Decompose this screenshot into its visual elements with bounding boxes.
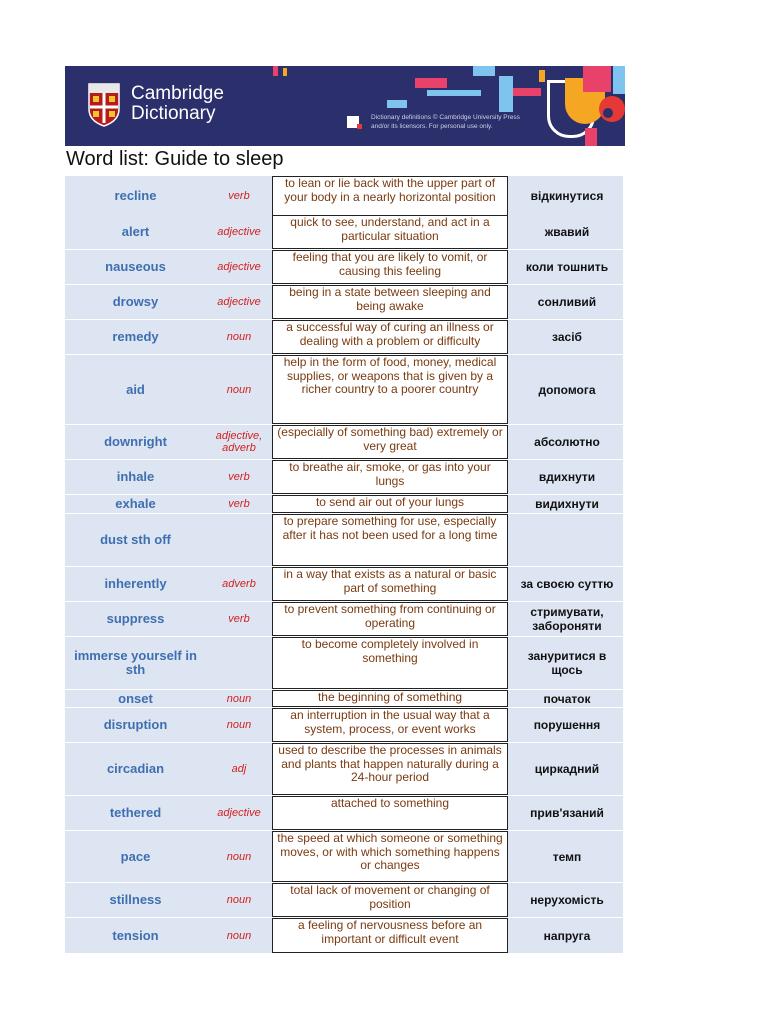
word-cell: pace xyxy=(120,848,151,864)
translation-cell: нерухомість xyxy=(530,893,604,907)
translation-cell: відкинутися xyxy=(530,189,604,203)
translation-cell: порушення xyxy=(533,718,601,732)
decor-shape xyxy=(499,76,513,112)
word-cell: downright xyxy=(104,434,167,449)
table-row xyxy=(65,285,623,319)
translation-cell: допомога xyxy=(538,382,596,397)
part-of-speech-cell: noun xyxy=(226,692,252,705)
word-cell: dust sth off xyxy=(100,532,171,547)
word-cell: remedy xyxy=(112,329,159,344)
part-of-speech-cell: verb xyxy=(228,190,250,202)
word-cell: alert xyxy=(121,224,150,239)
word-cell: tethered xyxy=(109,805,162,820)
definition-cell: help in the form of food, money, medical supplies, or weapons that is given by a richer country to a poorer country xyxy=(272,355,508,424)
table-row xyxy=(65,637,623,689)
translation-cell: за своєю суттю xyxy=(520,577,614,591)
part-of-speech-cell: verb xyxy=(228,471,250,483)
table-row xyxy=(65,743,623,795)
word-cell: stillness xyxy=(109,892,162,907)
decor-shape xyxy=(357,124,362,129)
decor-shape xyxy=(583,66,611,92)
word-cell: disruption xyxy=(103,717,168,732)
definition-cell: in a way that exists as a natural or basic part of something xyxy=(272,567,508,601)
translation-cell: стримувати, забороняти xyxy=(530,605,604,633)
table-row xyxy=(65,708,623,742)
copyright-line-2: and/or its licensors. For personal use only. xyxy=(371,122,493,130)
definition-cell: quick to see, understand, and act in a particular situation xyxy=(272,215,508,249)
translation-cell: коли тошнить xyxy=(525,260,609,274)
header-banner xyxy=(65,66,625,146)
translation-cell: сонливий xyxy=(537,295,597,309)
definition-cell: an interruption in the usual way that a system, process, or event works xyxy=(272,708,508,742)
word-cell: suppress xyxy=(106,611,165,626)
part-of-speech-cell: noun xyxy=(226,894,252,906)
definition-cell: to become completely involved in something xyxy=(272,637,508,689)
definition-cell: being in a state between sleeping and being awake xyxy=(272,285,508,319)
decor-shape xyxy=(387,100,407,108)
word-cell: tension xyxy=(112,927,159,943)
word-cell: circadian xyxy=(106,761,165,776)
definition-cell: to lean or lie back with the upper part of your body in a nearly horizontal position xyxy=(272,176,508,216)
table-row xyxy=(65,796,623,830)
part-of-speech-cell: noun xyxy=(226,929,252,942)
part-of-speech-cell: verb xyxy=(228,498,250,510)
definition-cell: feeling that you are likely to vomit, or causing this feeling xyxy=(272,250,508,284)
translation-cell: вдихнути xyxy=(538,470,596,484)
table-row xyxy=(65,176,623,216)
table-row xyxy=(65,831,623,882)
table-row xyxy=(65,215,623,249)
table-row xyxy=(65,918,623,953)
decor-shape xyxy=(539,70,545,82)
decor-shape xyxy=(513,88,541,96)
part-of-speech-cell: noun xyxy=(226,383,252,396)
part-of-speech-cell: noun xyxy=(226,719,252,731)
definition-cell: to send air out of your lungs xyxy=(272,495,508,513)
brand-name xyxy=(131,84,224,124)
word-cell: exhale xyxy=(115,496,156,511)
translation-cell: циркадний xyxy=(534,762,600,776)
definition-cell: the beginning of something xyxy=(272,690,508,707)
decor-shape xyxy=(283,68,287,76)
part-of-speech-cell: noun xyxy=(226,850,252,863)
definition-cell: a feeling of nervousness before an important or difficult event xyxy=(272,918,508,953)
part-of-speech-cell: adjective xyxy=(217,296,261,308)
definition-cell: to breathe air, smoke, or gas into your lungs xyxy=(272,460,508,494)
translation-cell: зануритися в щось xyxy=(527,649,607,677)
definition-cell: to prepare something for use, especially after it has not been used for a long time xyxy=(272,514,508,566)
table-row xyxy=(65,567,623,601)
translation-cell: напруга xyxy=(543,928,591,943)
definition-cell: used to describe the processes in animals and plants that happen naturally during a 24-hour period xyxy=(272,743,508,795)
translation-cell: початок xyxy=(543,691,591,706)
table-row xyxy=(65,602,623,636)
decor-shape xyxy=(613,66,625,94)
definition-cell: attached to something xyxy=(272,796,508,830)
definition-cell: (especially of something bad) extremely or very great xyxy=(272,425,508,459)
word-cell: nauseous xyxy=(105,259,166,274)
table-row xyxy=(65,460,623,494)
cambridge-shield-logo xyxy=(88,83,120,127)
part-of-speech-cell: noun xyxy=(226,331,252,343)
decor-shape xyxy=(273,66,278,76)
table-row xyxy=(65,883,623,917)
part-of-speech-cell: adjective xyxy=(217,807,261,819)
part-of-speech-cell: adverb xyxy=(222,578,256,590)
word-cell: drowsy xyxy=(112,294,159,309)
word-cell: aid xyxy=(126,381,145,397)
table-row xyxy=(65,320,623,354)
copyright-line-1: Dictionary definitions © Cambridge University Press xyxy=(371,114,520,121)
translation-cell: абсолютно xyxy=(534,435,600,449)
table-row xyxy=(65,495,623,513)
definition-cell: a successful way of curing an illness or dealing with a problem or difficulty xyxy=(272,320,508,354)
table-row xyxy=(65,425,623,459)
part-of-speech-cell xyxy=(206,637,272,689)
table-row xyxy=(65,250,623,284)
definition-cell: total lack of movement or changing of position xyxy=(272,883,508,917)
brand-line-1: Cambridge xyxy=(131,83,224,104)
translation-cell: прив'язаний xyxy=(530,806,604,820)
part-of-speech-cell: adj xyxy=(231,763,247,775)
decor-shape xyxy=(415,78,447,88)
decor-shape xyxy=(603,108,613,118)
part-of-speech-cell: adjective xyxy=(217,226,261,238)
word-cell: recline xyxy=(114,188,157,203)
part-of-speech-cell: adjective xyxy=(217,261,261,273)
translation-cell: засіб xyxy=(552,330,582,344)
decor-shape xyxy=(473,66,495,76)
part-of-speech-cell: verb xyxy=(228,613,250,625)
translation-cell: жвавий xyxy=(544,225,590,239)
word-cell: inhale xyxy=(116,469,155,484)
brand-line-2: Dictionary xyxy=(131,103,216,124)
table-row xyxy=(65,514,623,566)
page-title: Word list: Guide to sleep xyxy=(66,148,284,170)
copyright-notice xyxy=(371,114,556,131)
translation-cell: темп xyxy=(552,849,582,864)
word-cell: immerse yourself in sth xyxy=(74,648,197,677)
part-of-speech-cell xyxy=(206,514,272,566)
decor-shape xyxy=(427,90,481,96)
word-cell: onset xyxy=(118,690,153,706)
translation-cell: видихнути xyxy=(535,497,599,511)
definition-cell: the speed at which someone or something moves, or with which something happens or changes xyxy=(272,831,508,882)
definition-cell: to prevent something from continuing or operating xyxy=(272,602,508,636)
word-cell: inherently xyxy=(104,576,167,591)
part-of-speech-cell: adjective, adverb xyxy=(215,430,263,454)
decor-shape xyxy=(585,128,597,146)
table-row xyxy=(65,355,623,424)
translation-cell xyxy=(511,514,623,566)
table-row xyxy=(65,690,623,707)
